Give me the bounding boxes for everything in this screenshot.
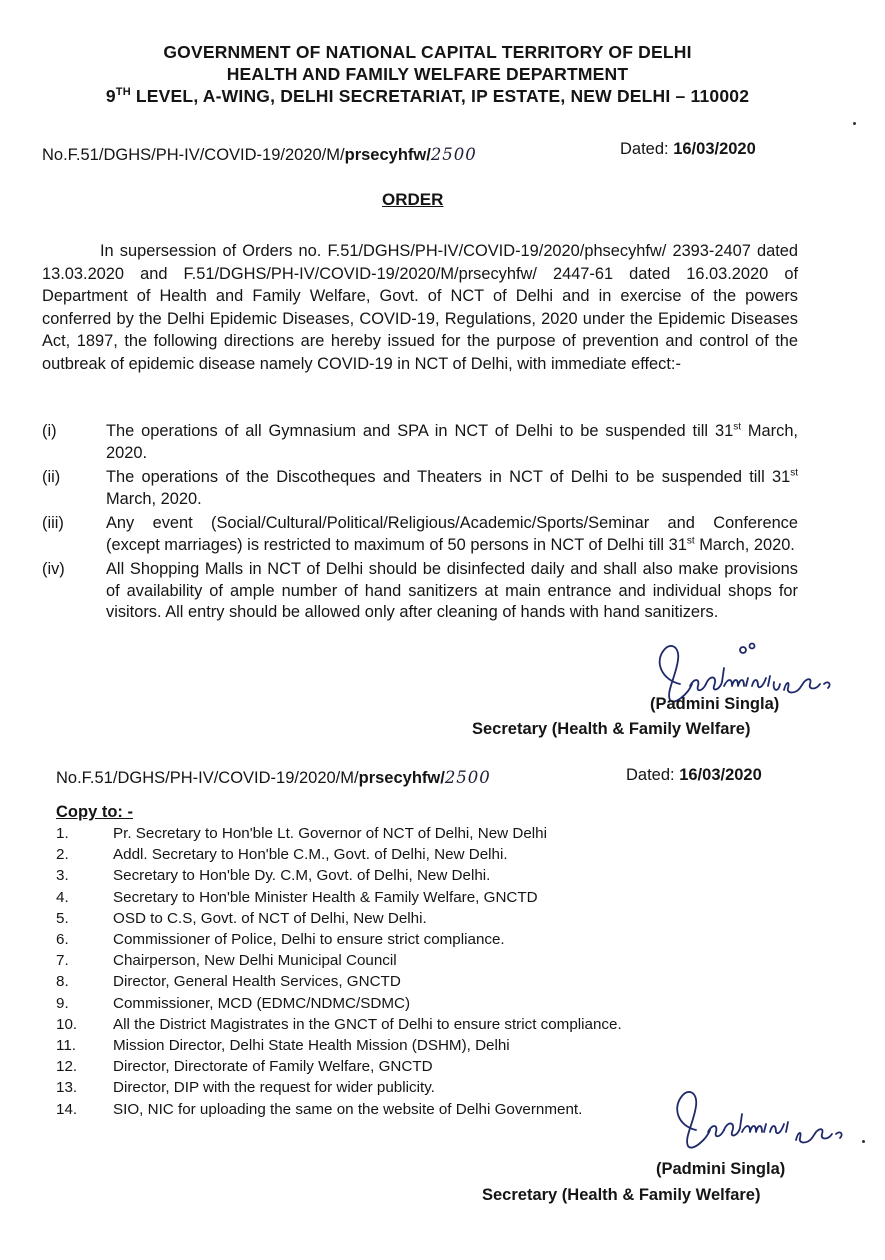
- list-item: 11. Mission Director, Delhi State Health Mission (DSHM), Delhi: [56, 1037, 510, 1055]
- directions-list: [42, 421, 798, 627]
- file-reference: [42, 145, 477, 165]
- signatory-name: (Padmini Singla): [650, 695, 780, 713]
- file-suffix: prsecyhfw/: [344, 146, 431, 164]
- direction-marker: (i): [42, 422, 57, 440]
- dated-label: Dated:: [626, 766, 680, 784]
- direction-item: [42, 421, 798, 464]
- copy-date: [626, 766, 762, 785]
- file-number: No.F.51/DGHS/PH-IV/COVID-19/2020/M/: [56, 769, 359, 787]
- list-item: 4. Secretary to Hon'ble Minister Health & Family Welfare, GNCTD: [56, 888, 538, 906]
- direction-text: The operations of the Discotheques and Theaters in NCT of Delhi to be suspended till 31st March, 2020.: [106, 467, 798, 508]
- scan-speck: [862, 1140, 865, 1143]
- order-date: [620, 140, 756, 159]
- list-item: 1. Pr. Secretary to Hon'ble Lt. Governor of NCT of Delhi, New Delhi: [56, 825, 547, 842]
- list-item: 5. OSD to C.S, Govt. of NCT of Delhi, New Delhi.: [56, 909, 427, 927]
- signatory-designation-copy: Secretary (Health & Family Welfare): [482, 1186, 761, 1204]
- direction-text: The operations of all Gymnasium and SPA in NCT of Delhi to be suspended till 31st March, 2020.: [106, 421, 798, 462]
- direction-item: [42, 559, 798, 624]
- list-item: 2. Addl. Secretary to Hon'ble C.M., Govt. of Delhi, New Delhi.: [56, 846, 508, 864]
- list-item: 10. All the District Magistrates in the GNCT of Delhi to ensure strict compliance.: [56, 1015, 622, 1033]
- letterhead-government: GOVERNMENT OF NATIONAL CAPITAL TERRITORY OF DELHI: [163, 42, 692, 62]
- letterhead-address: [40, 86, 815, 107]
- handwritten-number: 2500: [444, 768, 491, 787]
- file-reference-copy: [56, 768, 491, 788]
- direction-text: Any event (Social/Cultural/Political/Religious/Academic/Sports/Seminar and Conference (except marriages) is restricted to maximum of 50 persons in NCT of Delhi till 31st March, 2020.: [106, 514, 798, 554]
- copy-to-heading: Copy to: -: [56, 803, 133, 821]
- list-item: 14. SIO, NIC for uploading the same on the website of Delhi Government.: [56, 1100, 583, 1118]
- dated-label: Dated:: [620, 140, 674, 158]
- direction-marker: (ii): [42, 468, 61, 486]
- direction-item: [42, 513, 798, 556]
- signatory-designation: Secretary (Health & Family Welfare): [472, 720, 751, 738]
- direction-marker: (iv): [42, 560, 65, 578]
- address-level: 9: [105, 86, 116, 106]
- address-level-sup: TH: [115, 86, 131, 99]
- list-item: 6. Commissioner of Police, Delhi to ensure strict compliance.: [56, 931, 505, 949]
- order-body-paragraph: [42, 240, 798, 375]
- file-number: No.F.51/DGHS/PH-IV/COVID-19/2020/M/: [42, 146, 345, 164]
- direction-item: [42, 467, 798, 510]
- list-item: 8. Director, General Health Services, GNCTD: [56, 973, 401, 991]
- list-item: 13. Director, DIP with the request for wider publicity.: [56, 1079, 435, 1097]
- direction-text: All Shopping Malls in NCT of Delhi should be disinfected daily and shall also make provisions of availability of ample number of hand sanitizers at main entrance and individual shops for visitors. All entry should be allowed only after cleaning of hands with hand sanitizers.: [106, 560, 798, 621]
- list-item: 7. Chairperson, New Delhi Municipal Council: [56, 952, 397, 970]
- dated-value: 16/03/2020: [673, 140, 756, 158]
- direction-marker: (iii): [42, 514, 64, 532]
- list-item: 9. Commissioner, MCD (EDMC/NDMC/SDMC): [56, 994, 411, 1012]
- signatory-name-copy: (Padmini Singla): [656, 1160, 786, 1178]
- handwritten-number: 2500: [430, 145, 477, 164]
- address-rest: LEVEL, A-WING, DELHI SECRETARIAT, IP ESTATE, NEW DELHI – 110002: [130, 86, 750, 106]
- order-title: ORDER: [382, 190, 444, 209]
- list-item: 3. Secretary to Hon'ble Dy. C.M, Govt. of Delhi, New Delhi.: [56, 867, 491, 885]
- copy-to-list: [56, 823, 736, 1120]
- handwritten-signature-2: [660, 1082, 870, 1162]
- scan-speck: [853, 122, 856, 125]
- paragraph-text: In supersession of Orders no. F.51/DGHS/PH-IV/COVID-19/2020/phsecyhfw/ 2393-2407 dated 13.03.2020 and F.51/DGHS/PH-IV/COVID-19/2020/M/prsecyhfw/ 2447-61 dated 16.03.2020 of Department of Health and Family Welfare, Govt. of NCT of Delhi and in exercise of the powers conferred by the Delhi Epidemic Diseases, COVID-19, Regulations, 2020 under the Epidemic Diseases Act, 1897, the following directions are hereby issued for the purpose of prevention and control of the outbreak of epidemic disease namely COVID-19 in NCT of Delhi, with immediate effect:-: [42, 242, 798, 373]
- list-item: 12. Director, Directorate of Family Welfare, GNCTD: [56, 1058, 433, 1076]
- letterhead-department: HEALTH AND FAMILY WELFARE DEPARTMENT: [226, 64, 629, 84]
- dated-value: 16/03/2020: [679, 766, 762, 784]
- file-suffix: prsecyhfw/: [358, 769, 445, 787]
